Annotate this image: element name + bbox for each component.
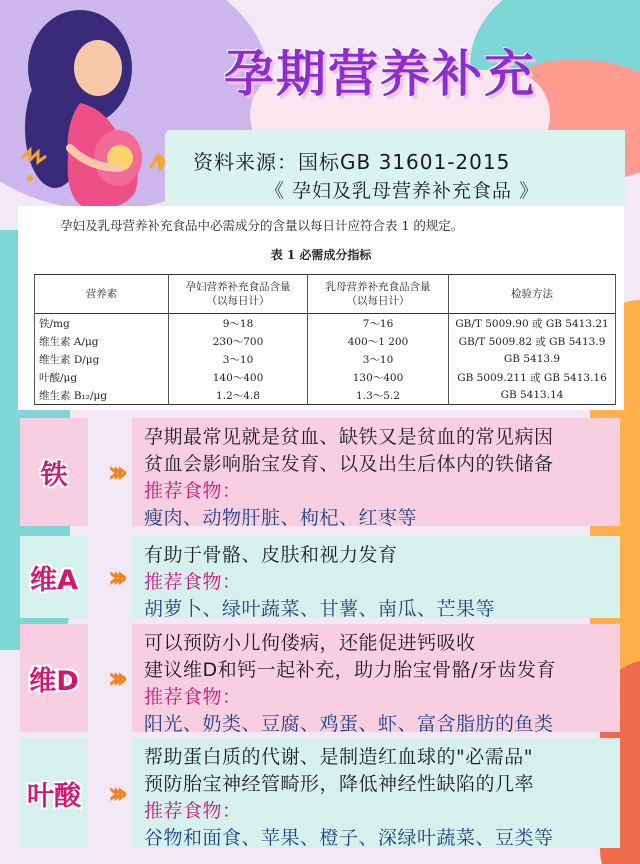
nutrient-label: 维D	[20, 624, 88, 732]
requirements-table	[34, 274, 616, 405]
table-row	[35, 386, 616, 405]
cell-pregnant: 1.2～4.8	[169, 386, 308, 405]
cell-nutrient: 维生素 A/μg	[35, 332, 169, 350]
header-lactating: 乳母营养补充食品含量 （以每日计）	[308, 275, 449, 314]
nutrient-row-vitamin-a	[20, 536, 620, 618]
nutrient-label: 铁	[20, 418, 88, 526]
standard-excerpt	[18, 206, 624, 410]
cell-lactating: 7～16	[308, 314, 449, 333]
header-nutrient: 营养素	[35, 275, 169, 314]
recommended-foods: 谷物和面食、苹果、橙子、深绿叶蔬菜、豆类等	[144, 827, 554, 849]
nutrient-row-iron	[20, 418, 620, 529]
recommended-foods: 瘦肉、动物肝脏、枸杞、红枣等	[144, 507, 418, 529]
nutrient-label: 维A	[20, 536, 88, 618]
cell-lactating: 400～1 200	[308, 332, 449, 350]
cell-method: GB 5009.211 或 GB 5413.16	[449, 368, 616, 386]
double-chevron-icon: ›››	[107, 775, 121, 811]
cell-pregnant: 9～18	[169, 314, 308, 333]
nutrient-description: 帮助蛋白质的代谢、是制造红血球的"必需品"	[144, 746, 533, 768]
table-caption: 表 1 必需成分指标	[270, 248, 372, 262]
source-line-standard: 资料来源：国标GB 31601-2015	[193, 150, 511, 174]
recommended-foods: 阳光、奶类、豆腐、鸡蛋、虾、富含脂肪的鱼类	[144, 713, 554, 735]
cell-method: GB/T 5009.82 或 GB 5413.9	[449, 332, 616, 350]
cell-method: GB/T 5009.90 或 GB 5413.21	[449, 314, 616, 333]
cell-lactating: 1.3～5.2	[308, 386, 449, 405]
header-method: 检验方法	[449, 275, 616, 314]
table-row	[35, 314, 616, 333]
page-title: 孕期营养补充	[224, 45, 536, 103]
table-row	[35, 332, 616, 350]
source-banner	[165, 130, 625, 210]
cell-pregnant: 140～400	[169, 368, 308, 386]
source-line-document: 《 孕妇及乳母营养补充食品 》	[265, 180, 540, 202]
recommended-foods: 胡萝卜、绿叶蔬菜、甘薯、南瓜、芒果等	[144, 598, 496, 620]
double-chevron-icon: ›››	[107, 454, 121, 490]
cell-nutrient: 叶酸/μg	[35, 368, 169, 386]
recommend-label: 推荐食物：	[144, 480, 242, 502]
nutrient-content	[132, 418, 620, 529]
cell-pregnant: 230～700	[169, 332, 308, 350]
excerpt-intro: 孕妇及乳母营养补充食品中必需成分的含量以每日计应符合表 1 的规定。	[60, 218, 464, 233]
header-pregnant: 孕妇营养补充食品含量 （以每日计）	[169, 275, 308, 314]
cell-method: GB 5413.9	[449, 350, 616, 368]
nutrient-label: 叶酸	[20, 738, 88, 848]
nutrient-description: 预防胎宝神经管畸形，降低神经性缺陷的几率	[144, 773, 535, 795]
double-chevron-icon: ›››	[107, 660, 121, 696]
cell-lactating: 130～400	[308, 368, 449, 386]
cell-pregnant: 3～10	[169, 350, 308, 368]
cell-nutrient: 铁/mg	[35, 314, 169, 333]
nutrient-description: 建议维D和钙一起补充，助力胎宝骨骼/牙齿发育	[144, 659, 557, 681]
nutrient-content	[132, 536, 620, 618]
cell-nutrient: 维生素 D/μg	[35, 350, 169, 368]
nutrient-content	[132, 624, 620, 735]
nutrient-description: 有助于骨骼、皮肤和视力发育	[144, 544, 398, 566]
double-chevron-icon: ›››	[107, 559, 121, 595]
nutrient-description: 贫血会影响胎宝发育、以及出生后体内的铁储备	[144, 453, 554, 475]
recommend-label: 推荐食物：	[144, 686, 242, 708]
cell-lactating: 3～10	[308, 350, 449, 368]
nutrient-description: 可以预防小儿佝偻病，还能促进钙吸收	[144, 632, 476, 654]
nutrient-row-vitamin-d	[20, 624, 620, 735]
nutrient-row-folic-acid	[20, 738, 620, 848]
table-row	[35, 368, 616, 386]
table-row	[35, 350, 616, 368]
cell-nutrient: 维生素 B₁₂/μg	[35, 386, 169, 405]
nutrient-description: 孕期最常见就是贫血、缺铁又是贫血的常见病因	[144, 426, 554, 448]
nutrient-content	[132, 738, 620, 848]
cell-method: GB 5413.14	[449, 386, 616, 405]
recommend-label: 推荐食物：	[144, 800, 242, 822]
table-header-row	[35, 275, 616, 314]
recommend-label: 推荐食物：	[144, 571, 242, 593]
